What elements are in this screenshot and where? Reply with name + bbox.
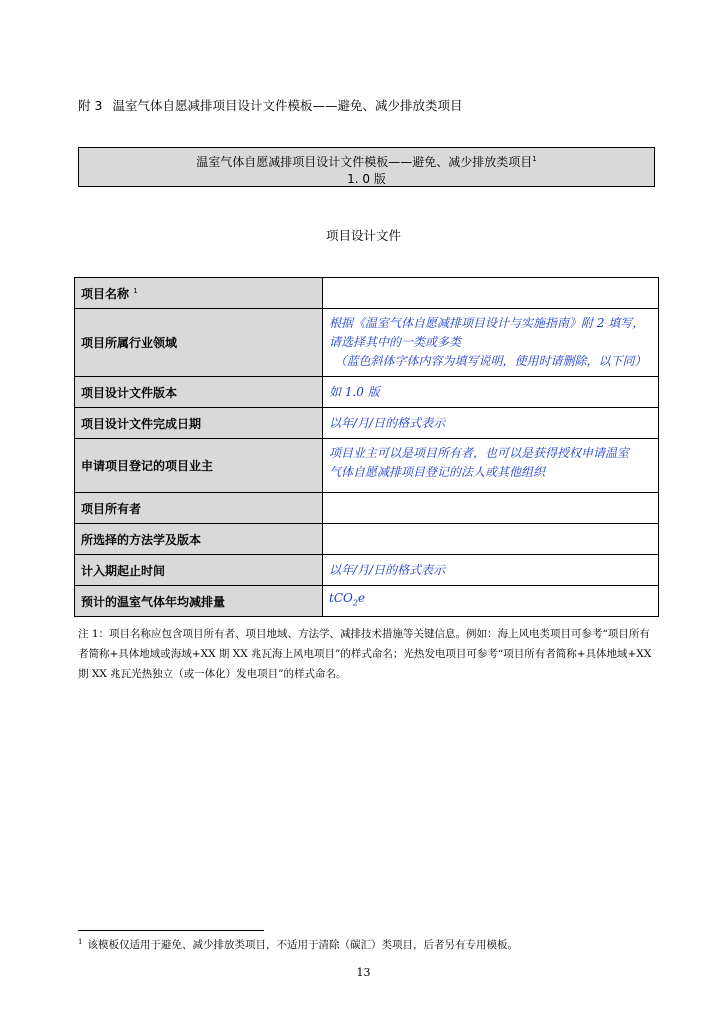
unit-suffix: e: [357, 591, 366, 606]
row-value[interactable]: [323, 524, 659, 555]
banner-title: 温室气体自愿减排项目设计文件模板——避免、减少排放类项目: [196, 155, 533, 169]
page-number: 13: [356, 966, 371, 979]
footnote: [78, 937, 678, 952]
row-label: 计入期起止时间: [75, 555, 323, 586]
unit-subscript: 2: [352, 598, 358, 608]
table-row: [75, 377, 659, 408]
row-label: 项目设计文件版本: [75, 377, 323, 408]
row-value[interactable]: [323, 586, 659, 617]
instruction-line: 请选择其中的一类或多类: [329, 335, 462, 349]
table-row: [75, 493, 659, 524]
banner-version: 1. 0 版: [347, 172, 386, 186]
row-label-text: 项目名称: [81, 286, 130, 301]
banner-footnote-mark: 1: [532, 155, 537, 163]
document-heading: 项目设计文件: [325, 228, 401, 243]
template-banner: [78, 147, 655, 187]
footnote-divider: [78, 930, 264, 931]
footnote-text: 该模板仅适用于避免、减少排放类项目，不适用于清除（碳汇）类项目，后者另有专用模板。: [87, 939, 518, 951]
instruction-line: 根据《温室气体自愿减排项目设计与实施指南》附 2 填写，: [329, 316, 645, 330]
table-row: [75, 586, 659, 617]
instruction-line: 项目业主可以是项目所有者，也可以是获得授权申请温室: [329, 446, 630, 460]
row-value[interactable]: [323, 408, 659, 439]
row-value[interactable]: [323, 493, 659, 524]
row-label: 项目设计文件完成日期: [75, 408, 323, 439]
instruction-line: 如 1.0 版: [329, 384, 380, 399]
instruction-line: 以年/月/日的格式表示: [329, 562, 446, 577]
row-value[interactable]: [323, 439, 659, 493]
appendix-title-text: 温室气体自愿减排项目设计文件模板——避免、减少排放类项目: [112, 98, 463, 113]
table-row: [75, 408, 659, 439]
banner-title-line: [79, 151, 654, 171]
instruction-line: 以年/月/日的格式表示: [329, 415, 446, 430]
row-value[interactable]: [323, 377, 659, 408]
row-label: 所选择的方法学及版本: [75, 524, 323, 555]
row-value[interactable]: [323, 309, 659, 377]
table-row: [75, 309, 659, 377]
instruction-line: 气体自愿减排项目登记的法人或其他组织: [329, 465, 546, 479]
row-label: [75, 278, 323, 309]
row-label-footnote-mark: 1: [133, 286, 138, 295]
table-row: [75, 439, 659, 493]
table-note: 注 1：项目名称应包含项目所有者、项目地域、方法学、减排技术措施等关键信息。例如：海上风电类项目可参考“项目所有者简称+具体地域或海域+XX 期 XX 兆瓦海上风电项目”的样式命名；光热发电项目可参考“项目所有者简称+具体地域+XX 期 XX 兆瓦光热独立（或一体化）发电项目”的样式命名。: [78, 628, 652, 680]
appendix-number: 附 3: [78, 98, 103, 113]
row-value[interactable]: [323, 278, 659, 309]
row-label: 项目所属行业领域: [75, 309, 323, 377]
row-label: 申请项目登记的项目业主: [75, 439, 323, 493]
table-row: [75, 524, 659, 555]
row-label: 项目所有者: [75, 493, 323, 524]
instruction-line: （蓝色斜体字体内容为填写说明，使用时请删除，以下同）: [334, 354, 647, 368]
row-value[interactable]: [323, 555, 659, 586]
footnote-mark: 1: [78, 937, 83, 946]
project-info-table: [74, 277, 659, 617]
table-row: [75, 278, 659, 309]
appendix-title: [78, 96, 462, 114]
table-row: [75, 555, 659, 586]
unit-prefix: tCO: [329, 591, 353, 606]
row-label: 预计的温室气体年均减排量: [75, 586, 323, 617]
